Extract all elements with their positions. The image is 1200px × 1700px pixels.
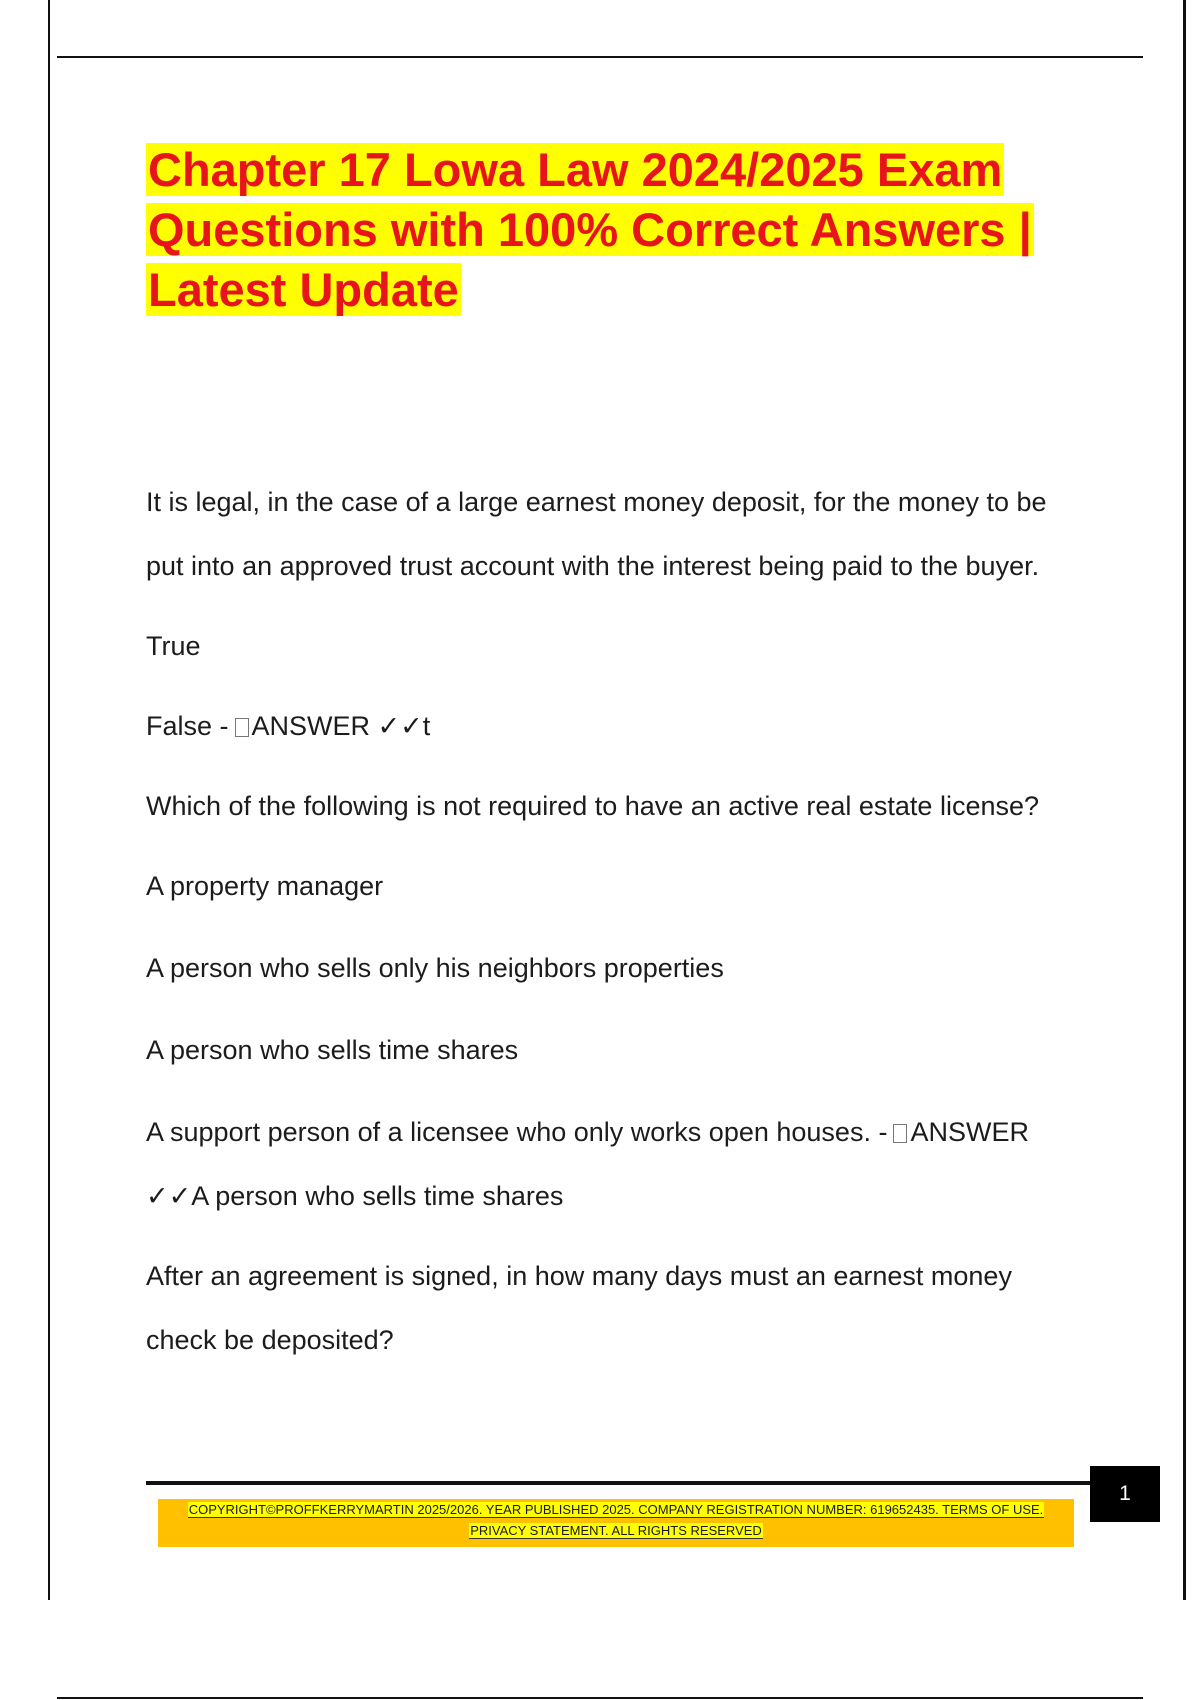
question-3-line-1: After an agreement is signed, in how many days must an earnest money (146, 1261, 1012, 1291)
page-border-left (48, 0, 50, 1600)
question-2-option-a: A property manager (146, 871, 384, 901)
document-title (146, 140, 1106, 320)
option-false-label: False - (146, 711, 229, 741)
question-2-answer: ✓✓A person who sells time shares (146, 1181, 564, 1211)
title-line-2: Questions with 100% Correct Answers | (148, 203, 1032, 256)
missing-glyph-icon (235, 718, 249, 737)
question-2-option-d (146, 1100, 1106, 1228)
question-1-option-false (146, 694, 1106, 758)
copyright-line-2: PRIVACY STATEMENT. ALL RIGHTS RESERVED (470, 1523, 762, 1538)
question-3 (146, 1244, 1106, 1372)
copyright-line-1: COPYRIGHT©PROFFKERRYMARTIN 2025/2026. YEAR PUBLISHED 2025. COMPANY REGISTRATION NUMBER: 619652435. TERMS OF USE. (188, 1502, 1044, 1517)
title-line-3: Latest Update (148, 263, 459, 316)
copyright-footer (158, 1499, 1074, 1547)
question-1-answer: ANSWER ✓✓t (251, 711, 431, 741)
question-2-option-c: A person who sells time shares (146, 1035, 519, 1065)
option-d-label: A support person of a licensee who only works open houses. - (146, 1117, 888, 1147)
question-1-option-true: True (146, 631, 201, 661)
document-body (146, 470, 1106, 1372)
question-1-line-1: It is legal, in the case of a large earnest money deposit, for the money to be (146, 487, 1047, 517)
question-2: Which of the following is not required to have an active real estate license? (146, 791, 1040, 821)
header-rule (57, 56, 1143, 58)
page-border-right (1183, 0, 1186, 1600)
question-1-line-2: put into an approved trust account with the interest being paid to the buyer. (146, 551, 1040, 581)
page-number: 1 (1090, 1466, 1160, 1522)
next-page-rule (57, 1697, 1143, 1699)
question-2-option-b: A person who sells only his neighbors properties (146, 953, 724, 983)
title-line-1: Chapter 17 Lowa Law 2024/2025 Exam (148, 143, 1003, 196)
question-1 (146, 470, 1106, 598)
question-3-line-2: check be deposited? (146, 1325, 394, 1355)
footer-rule (146, 1481, 1090, 1485)
missing-glyph-icon (893, 1124, 907, 1143)
answer-label: ANSWER (910, 1117, 1029, 1147)
